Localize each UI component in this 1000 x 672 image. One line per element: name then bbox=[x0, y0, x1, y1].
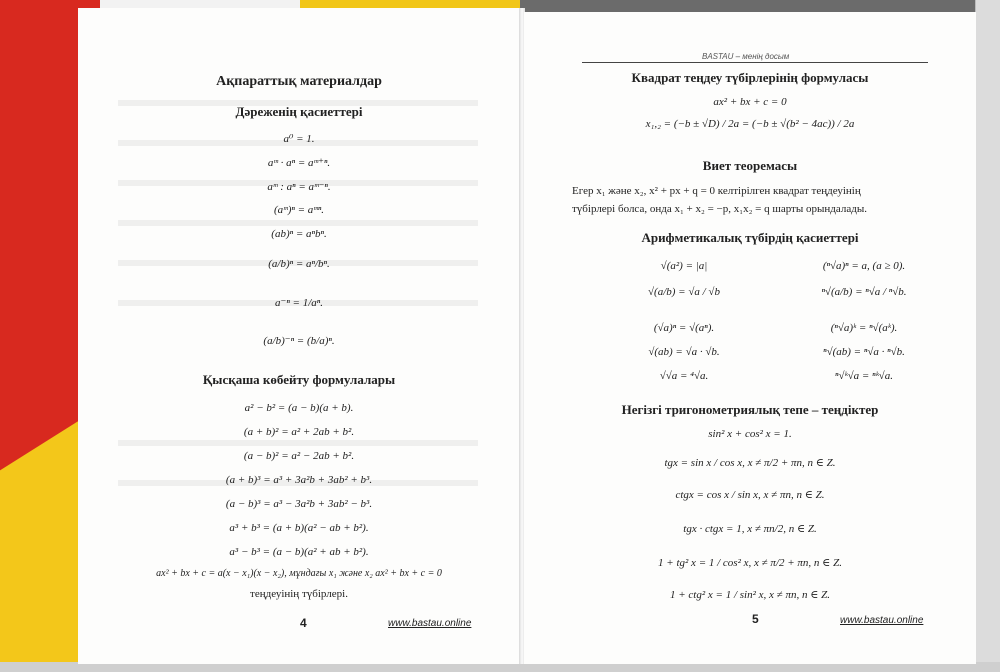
trig-formula: 1 + tg² x = 1 / cos² x, x ≠ π/2 + πn, n ∈ Z. bbox=[658, 557, 842, 569]
formula: a² − b² = (a − b)(a + b). bbox=[244, 402, 354, 414]
page-title: Ақпараттық материалдар bbox=[216, 74, 382, 89]
root-formula: ⁿ√(ab) = ⁿ√a · ⁿ√b. bbox=[823, 346, 905, 358]
background-right-edge bbox=[975, 0, 1000, 672]
quadratic-heading: Квадрат теңдеу түбірлерінің формуласы bbox=[631, 70, 869, 85]
trig-formula: tgx = sin x / cos x, x ≠ π/2 + πn, n ∈ Z. bbox=[664, 457, 836, 469]
root-formula: √(ab) = √a · √b. bbox=[648, 346, 720, 358]
show-through-text bbox=[118, 440, 478, 446]
website-link[interactable]: www.bastau.online bbox=[840, 615, 924, 626]
left-page bbox=[78, 8, 520, 664]
website-link[interactable]: www.bastau.online bbox=[388, 618, 472, 629]
formula: (a + b)² = a² + 2ab + b². bbox=[243, 426, 355, 438]
root-formula: √√a = ⁴√a. bbox=[659, 370, 709, 382]
formula: a³ + b³ = (a + b)(a² − ab + b²). bbox=[229, 522, 369, 534]
root-formula: ⁿ√(a/b) = ⁿ√a / ⁿ√b. bbox=[821, 286, 907, 298]
vieta-line-2: түбірлері болса, онда x₁ + x₂ = −p, x₁x₂ = q шарты орындалады. bbox=[572, 203, 867, 215]
trig-formula: sin² x + cos² x = 1. bbox=[708, 428, 792, 440]
trig-heading: Негізгі тригонометриялық тепе – теңдіктер bbox=[621, 402, 879, 417]
root-formula: (ⁿ√a)ⁿ = a, (a ≥ 0). bbox=[822, 260, 906, 272]
formula: (ab)ⁿ = aⁿbⁿ. bbox=[271, 228, 327, 240]
header-rule bbox=[582, 62, 928, 63]
powers-heading: Дәреженің қасиеттері bbox=[235, 104, 363, 119]
root-formula: (ⁿ√a)ᵏ = ⁿ√(aᵏ). bbox=[830, 322, 898, 334]
root-formula: (√a)ⁿ = √(aⁿ). bbox=[653, 322, 715, 334]
right-page bbox=[524, 12, 976, 664]
root-formula: √(a²) = |a| bbox=[660, 260, 708, 272]
formula: (a + b)³ = a³ + 3a²b + 3ab² + b³. bbox=[225, 474, 373, 486]
trig-formula: ctgx = cos x / sin x, x ≠ πn, n ∈ Z. bbox=[675, 489, 825, 501]
vieta-line-1: Егер x₁ және x₂, x² + px + q = 0 келтірілген квадрат теңдеуінің bbox=[572, 185, 861, 197]
running-header: BASTAU – менің досым bbox=[702, 52, 790, 61]
formula: a⁰ = 1. bbox=[283, 133, 315, 145]
formula: (a/b)ⁿ = aⁿ/bⁿ. bbox=[268, 258, 330, 270]
short-mult-heading: Қысқаша көбейту формулалары bbox=[202, 372, 396, 387]
quadratic-equation: ax² + bx + c = 0 bbox=[713, 96, 787, 108]
trig-formula: tgx · ctgx = 1, x ≠ πn/2, n ∈ Z. bbox=[683, 523, 817, 535]
trig-formula: 1 + ctg² x = 1 / sin² x, x ≠ πn, n ∈ Z. bbox=[670, 589, 830, 601]
formula: a⁻ⁿ = 1/aⁿ. bbox=[275, 297, 323, 309]
formula: a³ − b³ = (a − b)(a² + ab + b²). bbox=[229, 546, 369, 558]
show-through-text bbox=[118, 220, 478, 226]
page-number: 5 bbox=[752, 612, 759, 626]
formula: (a − b)³ = a³ − 3a²b + 3ab² − b³. bbox=[225, 498, 373, 510]
root-formula: √(a/b) = √a / √b bbox=[648, 286, 720, 298]
page-number: 4 bbox=[300, 616, 307, 630]
formula: aᵐ · aⁿ = aᵐ⁺ⁿ. bbox=[267, 157, 331, 169]
formula: (a/b)⁻ⁿ = (b/a)ⁿ. bbox=[263, 335, 335, 347]
formula: aᵐ : aⁿ = aᵐ⁻ⁿ. bbox=[267, 181, 331, 193]
roots-heading: Арифметикалық түбірдің қасиеттері bbox=[641, 230, 859, 245]
quadratic-roots: x₁,₂ = (−b ± √D) / 2a = (−b ± √(b² − 4ac)) / 2a bbox=[645, 118, 855, 130]
quadratic-factor-tail: теңдеуінің түбірлері. bbox=[250, 588, 348, 600]
formula: (aᵐ)ⁿ = aᵐⁿ. bbox=[273, 204, 325, 216]
formula: (a − b)² = a² − 2ab + b². bbox=[243, 450, 355, 462]
root-formula: ⁿ√ᵏ√a = ⁿᵏ√a. bbox=[835, 370, 893, 382]
vieta-heading: Виет теоремасы bbox=[702, 158, 798, 173]
quadratic-factor-line: ax² + bx + c = a(x − x₁)(x − x₂), мұндағы x₁ және x₂ ax² + bx + c = 0 bbox=[156, 568, 442, 579]
